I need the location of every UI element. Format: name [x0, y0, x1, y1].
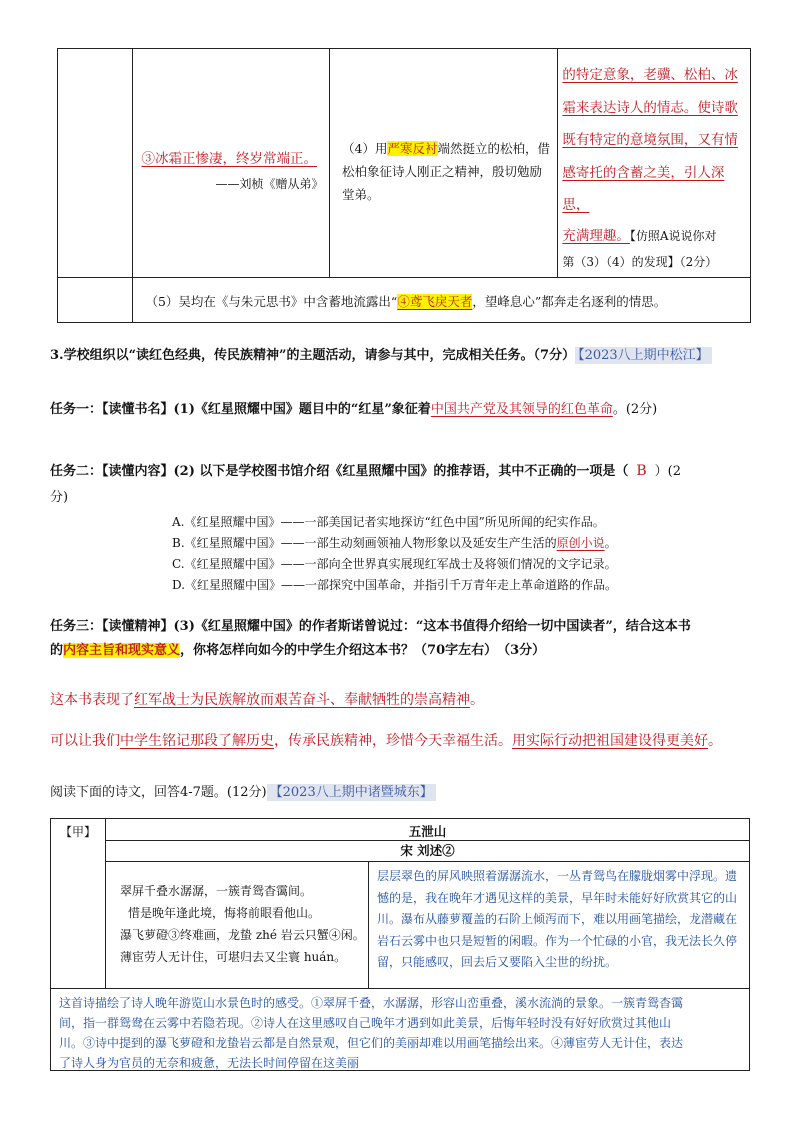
option-d: D.《红星照耀中国》——一部探究中国革命，并指引千万青年走上革命道路的作品。 — [172, 578, 618, 592]
q3-header: 3.学校组织以“读红色经典，传民族精神”的主题活动，请参与其中，完成相关任务。（7分） 【2023八上期中松江】 — [50, 344, 712, 363]
task2: 任务二：【读懂内容】(2) 以下是学校图书馆介绍《红星照耀中国》的推荐语，其中不正确的一项是（ B ）(2 — [50, 463, 682, 479]
answer-para-2: 可以让我们中学生铭记那段了解历史，传承民族精神，珍惜今天幸福生活。用实际行动把祖国建设得更美好。 — [50, 733, 722, 749]
poem-label: 【甲】 — [51, 819, 106, 989]
poem-line-3: 瀑飞萝磴③终难画，龙蛰 zhé 岩云只蟹④闲。 — [120, 928, 365, 942]
analysis-text: 这首诗描绘了诗人晚年游览山水景色时的感受。①翠屏千叠，水潺潺，形容山峦重叠，溪水流淌的景象。一簇青鸳杳霭间，指一群鸳鸯在云雾中若隐若现。②诗人在这里感叹自己晚年才遇到如此美景，后悔年轻时没有好好欣赏过其他山川。③诗中提到的瀑飞萝磴和龙蛰岩云都是自然景观，但它们的美丽却难以用画笔描绘出来。④薄宦劳人无计住，表达了诗人身为官员的无奈和疲惫，无法长时间停留在这美丽 — [59, 996, 684, 1070]
row5-cell — [133, 278, 751, 323]
empty-cell — [58, 49, 133, 278]
poem-body — [106, 862, 369, 989]
poem-line-2: 惜是晚年逢此境，悔将前眼看他山。 — [128, 906, 321, 920]
poem-author: 宋 刘述② — [106, 841, 750, 862]
q4-intro: 阅读下面的诗文，回答4-7题。(12分) 【2023八上期中诸暨城东】 — [50, 781, 436, 800]
poem-table — [50, 818, 750, 1071]
empty-cell — [58, 278, 133, 323]
task2-cont: 分) — [50, 490, 69, 505]
task1: 任务一：【读懂书名】(1)《红星照耀中国》题目中的“红星”象征着中国共产党及其领导的红色革命。(2分) — [50, 402, 658, 417]
analysis-cell — [51, 989, 750, 1071]
q4-source-tag: 【2023八上期中诸暨城东】 — [267, 784, 436, 801]
poem-cell — [133, 49, 330, 278]
top-table — [57, 48, 751, 323]
task1-answer: 中国共产党及其领导的红色革命 — [430, 402, 613, 417]
poem-source: ——刘桢《赠从弟》 — [215, 177, 324, 191]
discovery-4: （4）用严寒反衬端然挺立的松柏，借松柏象征诗人刚正之精神，殷切勉励堂弟。 — [342, 141, 551, 202]
discovery-cell — [330, 49, 558, 278]
task3-line1: 任务三：【读懂精神】(3)《红星照耀中国》的作者斯诺曾说过：“这本书值得介绍给一切中国读者”，结合这本书 — [50, 619, 691, 634]
q3-source-tag: 【2023八上期中松江】 — [575, 347, 712, 364]
row5-text: （5）吴均在《与朱元思书》中含蓄地流露出“④鸢飞戾天者，望峰息心”都奔走名逐利的情思。 — [145, 294, 667, 309]
answer-para-1: 这本书表现了红军战士为民族解放而艰苦奋斗、奉献牺牲的崇高精神。 — [50, 692, 484, 708]
option-a: A.《红星照耀中国》——一部美国记者实地探访“红色中国”所见所闻的纪实作品。 — [172, 515, 605, 529]
task2-options — [172, 512, 617, 596]
answer-text: 的特定意象，老骥、松柏、冰 霜来表达诗人的情志。使诗歌 既有特定的意境氛围，又有情 感寄托的含蓄之美，引人深思， 充满理趣。【仿照A说说你对 第（3）（4）的发现】（2分） — [562, 67, 738, 269]
option-b: B.《红星照耀中国》——一部生动刻画领袖人物形象以及延安生产生活的原创小说。 — [172, 536, 617, 550]
task2-answer: B — [636, 463, 647, 479]
poem-line-4: 薄宦劳人无计住，可堪归去又尘寰 huán。 — [120, 950, 347, 964]
poem-line-1: 翠屏千叠水潺潺，一簇青鸳杳霭间。 — [120, 884, 313, 898]
option-c: C.《红星照耀中国》——一部向全世界真实展现红军战士及将领们情况的文字记录。 — [172, 557, 617, 571]
poem-title: 五泄山 — [106, 819, 750, 841]
translation-cell — [369, 862, 750, 989]
translation-text: 层层翠色的屏风映照着潺潺流水，一丛青鸳鸟在朦胧烟雾中浮现。遗憾的是，我在晚年才遇见这样的美景，早年时未能好好欣赏其它的山川。瀑布从藤萝覆盖的石阶上倾泻而下，难以用画笔描绘，龙潜藏在岩石云雾中也只是短暂的闲暇。作为一个忙碌的小官，我无法长久停留，只能感叹，回去后又要陷入尘世的纷扰。 — [377, 869, 738, 969]
poem-line: ③冰霜正惨凄，终岁常端正。 — [141, 151, 317, 167]
answer-cell — [558, 49, 751, 278]
task3-line2: 的内容主旨和现实意义，你将怎样向如今的中学生介绍这本书？（70字左右） （3分） — [50, 643, 546, 658]
